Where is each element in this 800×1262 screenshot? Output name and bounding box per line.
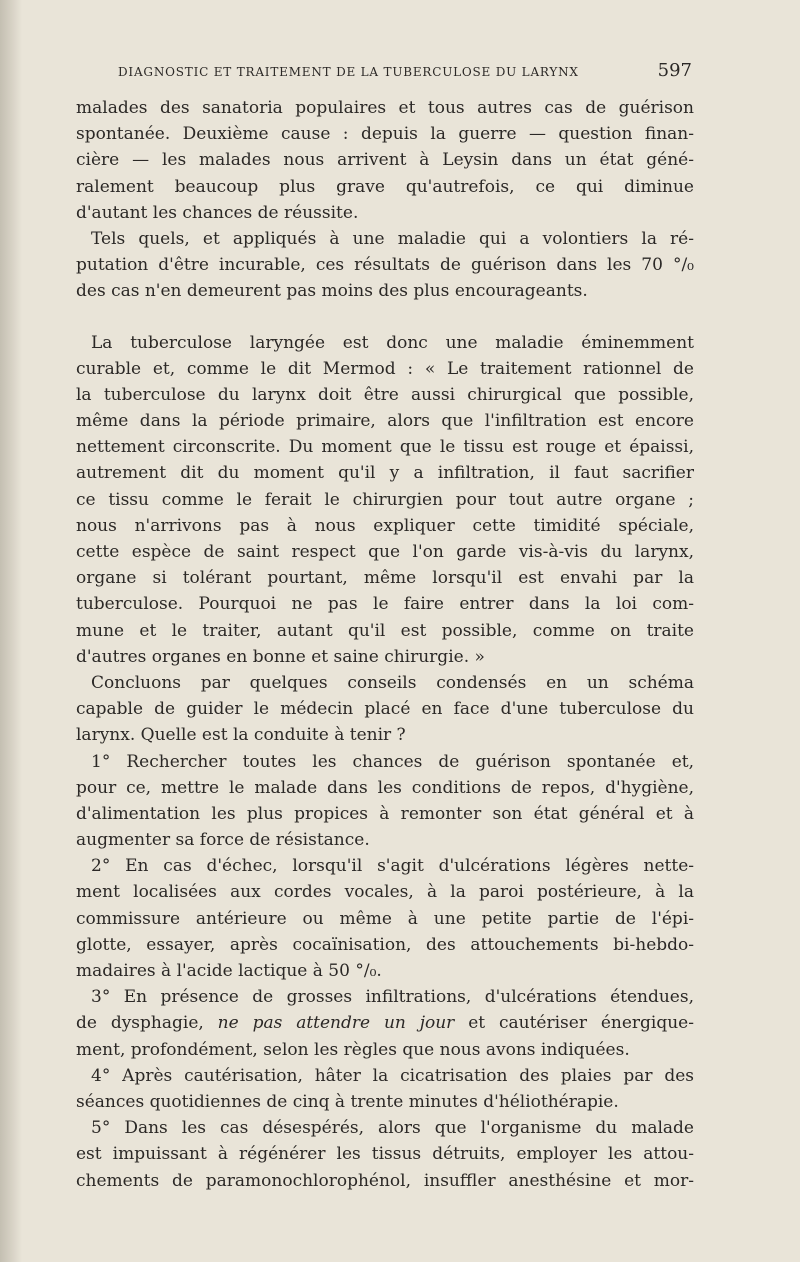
text-line: ment localisées aux cordes vocales, à la paroi postérieure, à la: [76, 882, 694, 903]
text-line: larynx. Quelle est la conduite à tenir ?: [76, 725, 406, 746]
text-line: Tels quels, et appliqués à une maladie qui a volontiers la ré-: [91, 228, 694, 249]
body-text: [76, 95, 694, 1194]
text-line: même dans la période primaire, alors que l'infiltration est encore: [76, 411, 694, 432]
text-line: spontanée. Deuxième cause : depuis la guerre — question finan-: [76, 124, 694, 145]
text-line: commissure antérieure ou même à une petite partie de l'épi-: [76, 908, 694, 929]
text-line: nettement circonscrite. Du moment que le tissu est rouge et épaissi,: [76, 437, 694, 458]
text-line: 1° Rechercher toutes les chances de guérison spontanée et,: [91, 751, 694, 772]
text-line: organe si tolérant pourtant, même lorsqu'il est envahi par la: [76, 568, 694, 589]
text-line: Concluons par quelques conseils condensés en un schéma: [91, 672, 694, 693]
text-line: curable et, comme le dit Mermod : « Le traitement rationnel de: [76, 358, 694, 379]
running-title: DIAGNOSTIC ET TRAITEMENT DE LA TUBERCULOSE DU LARYNX: [118, 65, 579, 79]
text-line: malades des sanatoria populaires et tous autres cas de guérison: [76, 98, 694, 118]
list-item: [76, 1063, 694, 1115]
list-item: [76, 984, 694, 1063]
text-line: capable de guider le médecin placé en face d'une tuberculose du: [76, 699, 694, 720]
page-number: 597: [657, 60, 692, 81]
text-line: glotte, essayer, après cocaïnisation, des attouchements bi-hebdo-: [76, 934, 694, 955]
paragraph: [76, 670, 694, 749]
text-line: 4° Après cautérisation, hâter la cicatrisation des plaies par des: [91, 1065, 694, 1086]
text-line: ralement beaucoup plus grave qu'autrefois, ce qui diminue: [76, 176, 694, 197]
paragraph: [76, 330, 694, 670]
text-line: La tuberculose laryngée est donc une maladie éminemment: [91, 332, 694, 353]
list-item: [76, 1115, 694, 1194]
text-line: d'alimentation les plus propices à remonter son état général et à: [76, 803, 694, 824]
text-line: tuberculose. Pourquoi ne pas le faire entrer dans la loi com-: [76, 594, 694, 615]
text-line: ce tissu comme le ferait le chirurgien pour tout autre organe ;: [76, 489, 694, 510]
text-line: [76, 1010, 694, 1036]
text-line: augmenter sa force de résistance.: [76, 830, 370, 851]
paragraph: [76, 95, 694, 226]
running-head: [118, 60, 692, 84]
list-item: [76, 749, 694, 854]
text-line: putation d'être incurable, ces résultats de guérison dans les 70 °/₀: [76, 255, 694, 276]
text-line: d'autres organes en bonne et saine chirurgie. »: [76, 646, 485, 667]
text-line: 2° En cas d'échec, lorsqu'il s'agit d'ulcérations légères nette-: [91, 856, 694, 877]
text-line: la tuberculose du larynx doit être aussi chirurgical que possible,: [76, 384, 694, 405]
text-run: de dysphagie,: [76, 1013, 218, 1034]
text-line: pour ce, mettre le malade dans les conditions de repos, d'hygiène,: [76, 777, 694, 798]
text-line: ment, profondément, selon les règles que nous avons indiquées.: [76, 1039, 630, 1060]
text-line: cette espèce de saint respect que l'on garde vis-à-vis du larynx,: [76, 542, 694, 562]
text-line: nous n'arrivons pas à nous expliquer cette timidité spéciale,: [76, 515, 694, 536]
text-line: 3° En présence de grosses infiltrations, d'ulcérations étendues,: [91, 987, 694, 1008]
paragraph-gap: [76, 305, 694, 330]
emphasis-text: ne pas attendre un jour: [217, 1013, 455, 1034]
text-line: chements de paramonochlorophénol, insuffler anesthésine et mor-: [76, 1170, 694, 1191]
text-line: cière — les malades nous arrivent à Leysin dans un état géné-: [76, 150, 694, 171]
text-line: séances quotidiennes de cinq à trente minutes d'héliothérapie.: [76, 1091, 619, 1112]
text-run: et cautériser énergique-: [454, 1013, 694, 1034]
text-line: mune et le traiter, autant qu'il est possible, comme on traite: [76, 620, 694, 641]
text-line: autrement dit du moment qu'il y a infiltration, il faut sacrifier: [76, 463, 694, 484]
text-line: d'autant les chances de réussite.: [76, 202, 359, 223]
text-line: des cas n'en demeurent pas moins des plus encourageants.: [76, 281, 588, 302]
text-line: est impuissant à régénérer les tissus détruits, employer les attou-: [76, 1144, 694, 1165]
paragraph: [76, 226, 694, 305]
text-line: 5° Dans les cas désespérés, alors que l'organisme du malade: [91, 1118, 694, 1139]
text-line: madaires à l'acide lactique à 50 °/₀.: [76, 961, 382, 981]
list-item: [76, 853, 694, 984]
